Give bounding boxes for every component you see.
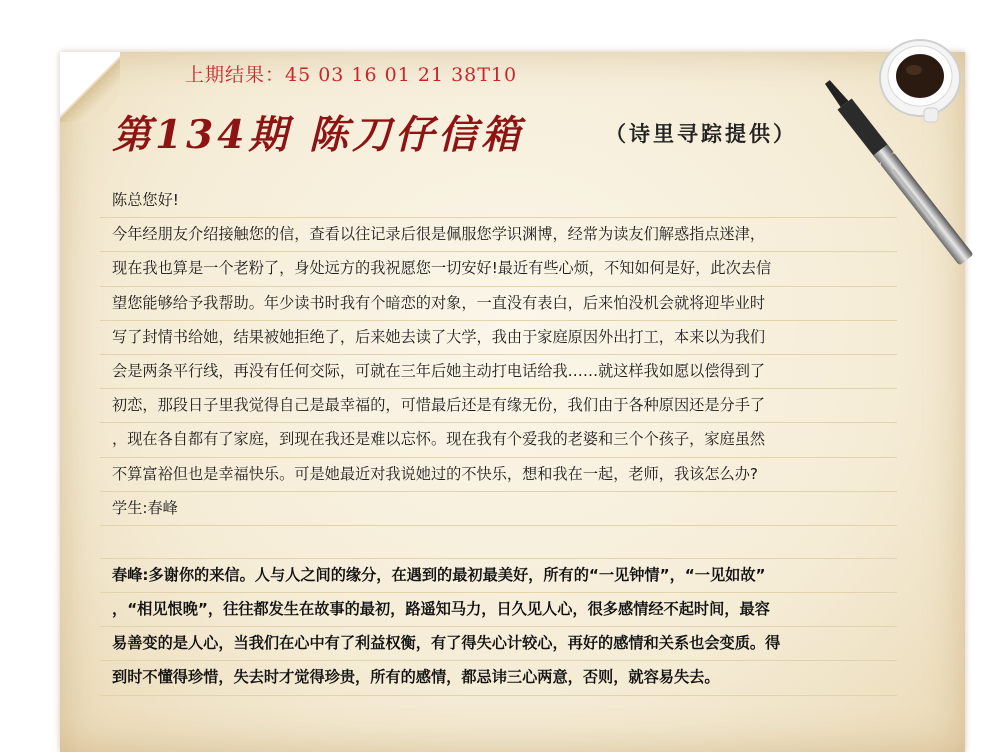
last-result: 上期结果：45 03 16 01 21 38T10 — [185, 64, 518, 86]
reply-line: 到时不懂得珍惜，失去时才觉得珍贵，所有的感情，都忌讳三心两意，否则，就容易失去。 — [100, 661, 897, 695]
reply-line: 易善变的是人心，当我们在心中有了利益权衡，有了得失心计较心，再好的感情和关系也会变质。得 — [100, 627, 897, 661]
page-title: 第134期 陈刀仔信箱 — [112, 112, 524, 158]
letter-line: 写了封情书给她，结果被她拒绝了，后来她去读了大学，我由于家庭原因外出打工，本来以为我们 — [100, 321, 897, 355]
letter-body — [100, 184, 897, 696]
letter-line: 会是两条平行线，再没有任何交际，可就在三年后她主动打电话给我……就这样我如愿以偿得到了 — [100, 355, 897, 389]
letter-line: 陈总您好! — [100, 184, 897, 218]
reply-line: ，“相见恨晚”，往往都发生在故事的最初，路遥知马力，日久见人心，很多感情经不起时间，最容 — [100, 593, 897, 627]
letter-line: 不算富裕但也是幸福快乐。可是她最近对我说她过的不快乐，想和我在一起，老师，我该怎么办? — [100, 458, 897, 492]
letter-signature: 学生:春峰 — [100, 492, 897, 526]
letter-line: 现在我也算是一个老粉了，身处远方的我祝愿您一切安好!最近有些心烦，不知如何是好，此次去信 — [100, 252, 897, 286]
reply-line: 春峰:多谢你的来信。人与人之间的缘分，在遇到的最初最美好，所有的“一见钟情”，“一见如故” — [100, 559, 897, 593]
letter-line: 今年经朋友介绍接触您的信，查看以往记录后很是佩服您学识渊博，经常为读友们解惑指点迷津， — [100, 218, 897, 252]
letter-line: ，现在各自都有了家庭，到现在我还是难以忘怀。现在我有个爱我的老婆和三个个孩子，家庭虽然 — [100, 423, 897, 457]
letter-line: 初恋，那段日子里我觉得自己是最幸福的，可惜最后还是有缘无份，我们由于各种原因还是分手了 — [100, 389, 897, 423]
blank-line — [100, 526, 897, 559]
provider-label: （诗里寻踪提供） — [605, 121, 797, 146]
letter-line: 望您能够给予我帮助。年少读书时我有个暗恋的对象，一直没有表白，后来怕没机会就将迎毕业时 — [100, 287, 897, 321]
pen-icon — [805, 55, 995, 295]
